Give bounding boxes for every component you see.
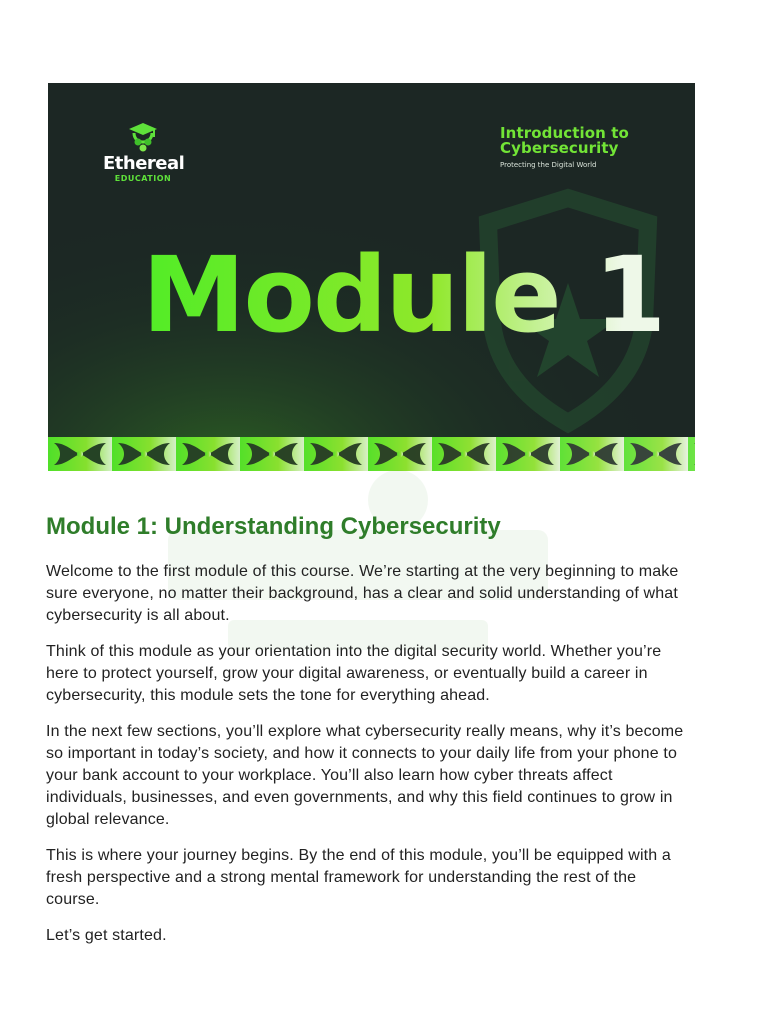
article-paragraph: In the next few sections, you’ll explore what cybersecurity really means, why it’s become so important in today’s society, and how it connects to your daily life from your phone to your bank account to your workplace. You’ll also learn how cyber threats affect individuals, businesses, and even governments, and why this field continues to grow in global relevance. <box>46 723 684 828</box>
logo-name: Ethereal <box>103 153 185 174</box>
article-paragraph: Welcome to the first module of this course. We’re starting at the very beginning to make sure everyone, no matter their background, has a clear and solid understanding of what cybersecurity is all about. <box>46 563 679 624</box>
ethereal-logo <box>103 121 183 184</box>
article-paragraph: Think of this module as your orientation into the digital security world. Whether you’re here to protect yourself, grow your digital awareness, or eventually build a career in cybersecurity, this module sets the tone for everything ahead. <box>46 643 662 704</box>
article-heading: Module 1: Understanding Cybersecurity <box>46 513 501 540</box>
article <box>46 510 686 961</box>
module-banner <box>48 83 695 471</box>
article-paragraph: Let’s get started. <box>46 927 167 944</box>
decorative-pattern <box>48 437 695 471</box>
logo-sub: EDUCATION <box>114 174 172 183</box>
course-subtitle: Protecting the Digital World <box>500 161 597 169</box>
graduation-cap-logo-icon <box>126 121 160 153</box>
course-title-line2: Cybersecurity <box>500 139 619 157</box>
article-paragraph: This is where your journey begins. By the end of this module, you’ll be equipped with a fresh perspective and a strong mental framework for understanding the rest of the course. <box>46 847 671 908</box>
module-number-title: Module 1 <box>142 234 665 356</box>
course-title-block <box>500 126 690 170</box>
course-title-line1: Introduction to <box>500 124 629 142</box>
